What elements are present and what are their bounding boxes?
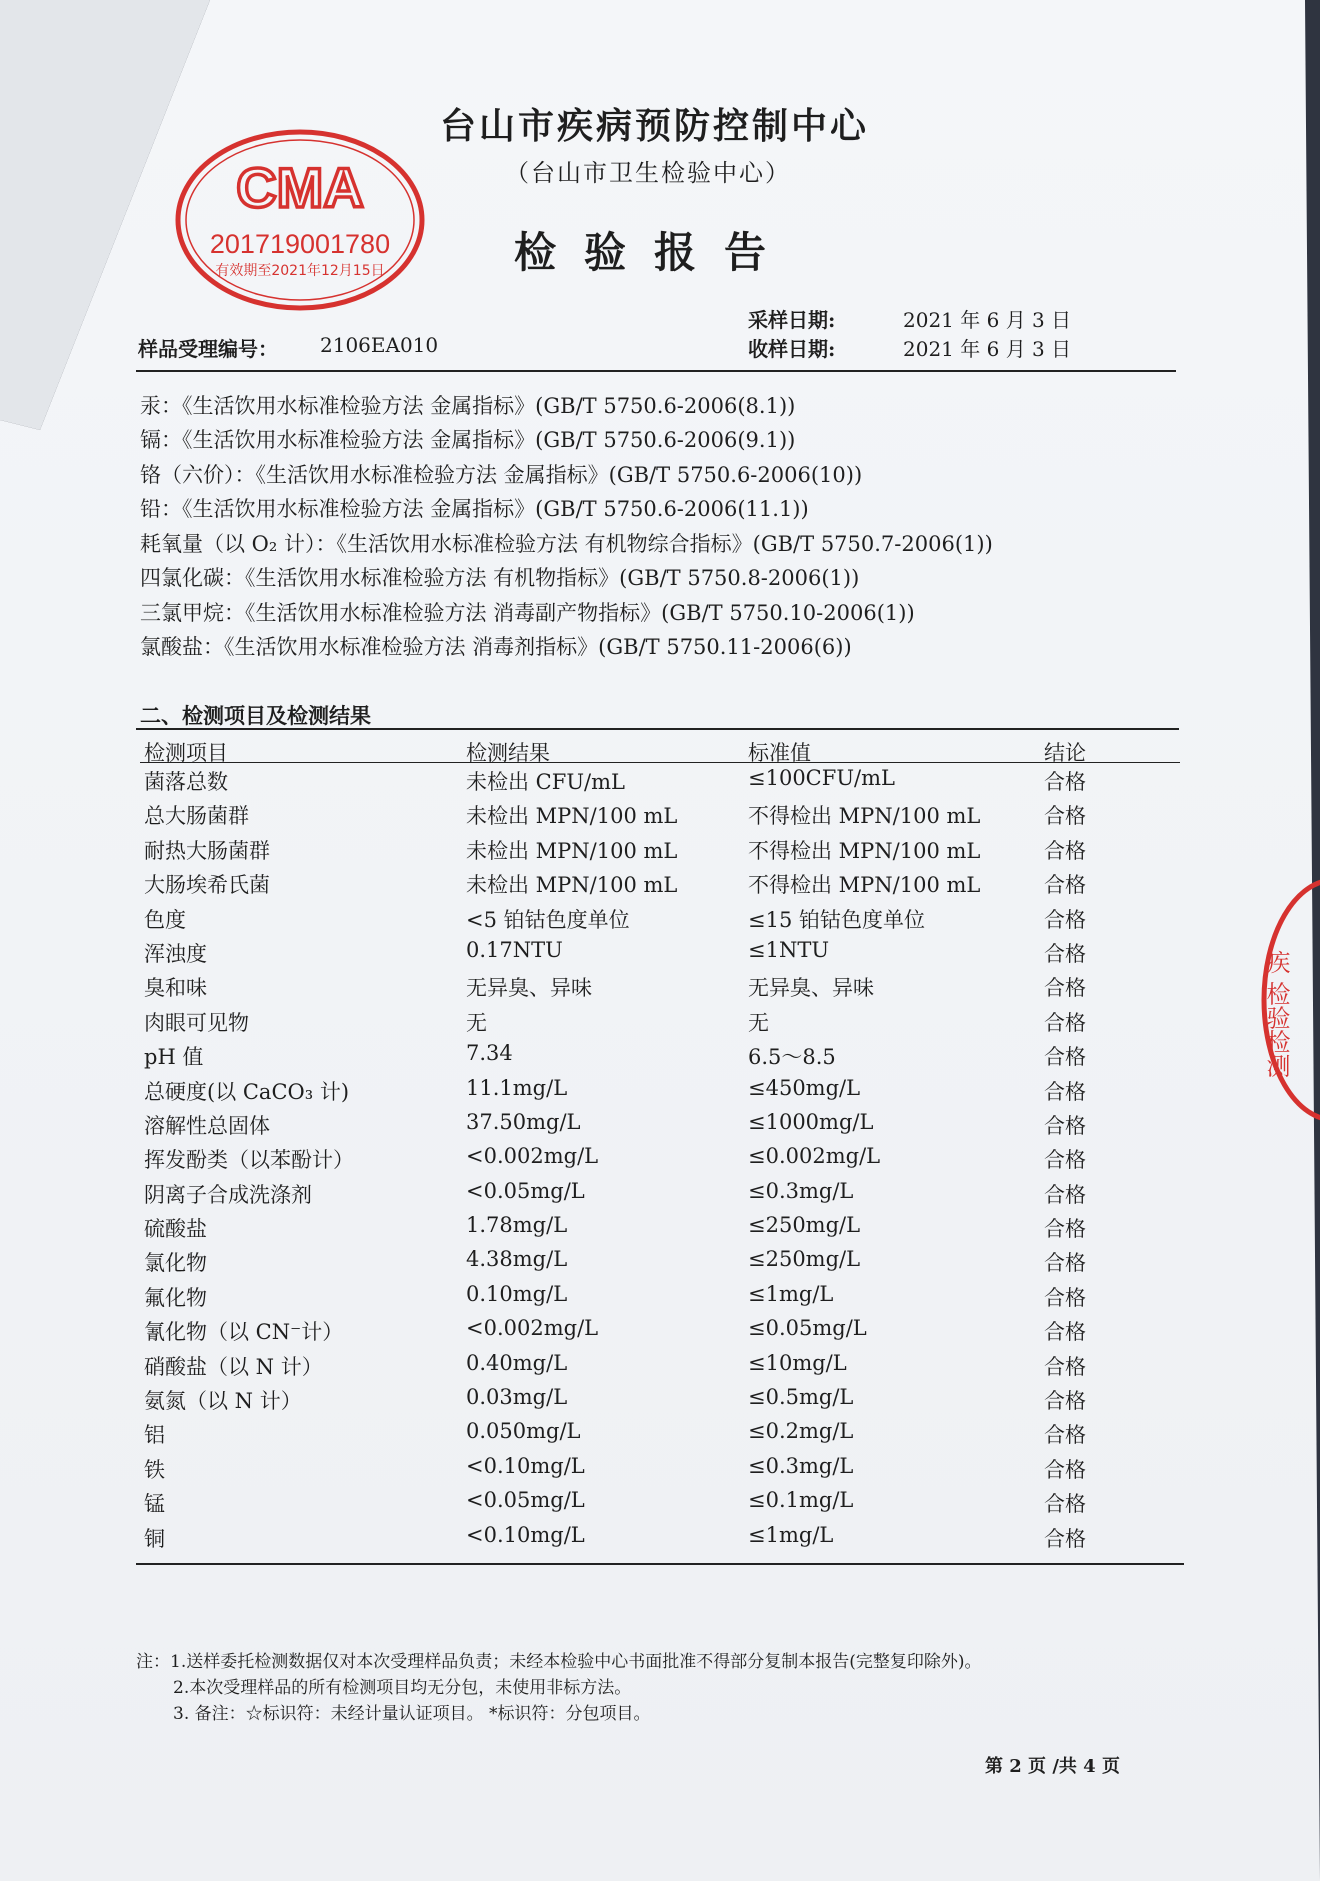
cell-standard: 无: [748, 1010, 769, 1035]
cell-item: 氯化物: [144, 1251, 207, 1276]
cell-item: 硝酸盐（以 N 计）: [144, 1354, 323, 1379]
cell-result: 0.10mg/L: [466, 1281, 568, 1306]
org-subtitle: （台山市卫生检验中心）: [505, 159, 791, 187]
table-row: [140, 935, 1180, 969]
cell-standard: 6.5～8.5: [748, 1045, 836, 1070]
cell-result: 未检出 CFU/mL: [466, 770, 625, 794]
cell-standard: ≤0.002mg/L: [748, 1144, 881, 1169]
section-title: 二、检测项目及检测结果: [140, 703, 371, 728]
table-row: [140, 1141, 1180, 1175]
cma-mark: CMA: [236, 156, 364, 219]
cell-standard: 不得检出 MPN/100 mL: [748, 804, 981, 829]
cell-result: 未检出 MPN/100 mL: [466, 873, 678, 898]
cell-result: 无异臭、异味: [466, 976, 592, 1001]
table-row: [140, 1107, 1180, 1141]
cell-result: 0.050mg/L: [466, 1419, 581, 1444]
table-body: [140, 763, 1180, 1554]
cell-item: 总硬度(以 CaCO₃ 计): [144, 1079, 350, 1104]
cell-conclusion: 合格: [1044, 1045, 1086, 1070]
cell-item: 硫酸盐: [144, 1217, 207, 1242]
table-row: [140, 1313, 1180, 1347]
table-row: [140, 1038, 1180, 1072]
cell-standard: 不得检出 MPN/100 mL: [748, 873, 981, 898]
cell-item: 菌落总数: [144, 770, 228, 794]
cell-item: 挥发酚类（以苯酚计）: [144, 1148, 354, 1173]
cell-item: 锰: [144, 1492, 165, 1517]
cell-standard: ≤0.1mg/L: [748, 1488, 854, 1513]
org-name: 台山市疾病预防控制中心: [440, 105, 870, 147]
table-row: [140, 1244, 1180, 1278]
edge-seal: [1254, 870, 1320, 1130]
cell-result: <0.002mg/L: [466, 1144, 599, 1169]
cell-conclusion: 合格: [1044, 1320, 1086, 1345]
cell-conclusion: 合格: [1044, 1079, 1086, 1104]
cell-standard: ≤250mg/L: [748, 1247, 861, 1272]
cell-conclusion: 合格: [1044, 907, 1086, 932]
stamp-number: 201719001780: [209, 229, 391, 259]
cell-standard: ≤1mg/L: [748, 1281, 834, 1306]
table-bottom-rule: [136, 1563, 1184, 1565]
note-line: 3. 备注：☆标识符：未经计量认证项目。 *标识符：分包项目。: [173, 1704, 651, 1724]
table-row: [140, 1520, 1180, 1554]
results-table: [140, 734, 1180, 1554]
sample-no-label: 样品受理编号：: [138, 337, 278, 361]
cell-result: 0.03mg/L: [466, 1385, 568, 1410]
cell-conclusion: 合格: [1044, 1148, 1086, 1173]
note-line: 2.本次受理样品的所有检测项目均无分包，未使用非标方法。: [173, 1678, 632, 1698]
cell-item: 阴离子合成洗涤剂: [144, 1182, 312, 1207]
cell-conclusion: 合格: [1044, 1182, 1086, 1207]
table-row: [140, 797, 1180, 831]
cell-standard: ≤250mg/L: [748, 1213, 861, 1238]
table-row: [140, 1451, 1180, 1485]
cell-result: 未检出 MPN/100 mL: [466, 838, 678, 863]
cell-result: 7.34: [466, 1041, 513, 1066]
table-row: [140, 1210, 1180, 1244]
cma-seal: [172, 125, 428, 315]
cell-conclusion: 合格: [1044, 770, 1086, 794]
cell-conclusion: 合格: [1044, 1285, 1086, 1310]
cell-standard: ≤1mg/L: [748, 1522, 834, 1547]
cell-result: 0.40mg/L: [466, 1350, 568, 1375]
method-line: 铬（六价）：《生活饮用水标准检验方法 金属指标》(GB/T 5750.6-2006(10)): [140, 463, 863, 487]
sampling-date-label: 采样日期:: [748, 308, 836, 332]
cell-result: 0.17NTU: [466, 937, 563, 962]
cell-standard: ≤1000mg/L: [748, 1109, 874, 1134]
method-line: 汞：《生活饮用水标准检验方法 金属指标》(GB/T 5750.6-2006(8.1)): [140, 394, 796, 418]
table-row: [140, 1279, 1180, 1313]
cell-conclusion: 合格: [1044, 976, 1086, 1001]
cell-item: 氟化物: [144, 1285, 207, 1310]
table-row: [140, 1485, 1180, 1519]
table-row: [140, 1348, 1180, 1382]
cell-standard: ≤15 铂钴色度单位: [748, 907, 925, 932]
table-row: [140, 1416, 1180, 1450]
note-line: 注：1.送样委托检测数据仅对本次受理样品负责；未经本检验中心书面批准不得部分复制本报告(完整复印除外)。: [136, 1652, 982, 1672]
cell-result: 1.78mg/L: [466, 1213, 568, 1238]
cell-result: 11.1mg/L: [466, 1075, 568, 1100]
header-rule: [136, 370, 1176, 372]
cell-standard: ≤10mg/L: [748, 1350, 847, 1375]
cell-item: 溶解性总固体: [144, 1113, 270, 1138]
header-result: 检测结果: [466, 741, 550, 765]
cell-result: 未检出 MPN/100 mL: [466, 804, 678, 829]
cell-item: 氨氮（以 N 计）: [144, 1389, 302, 1414]
cell-item: 肉眼可见物: [144, 1010, 249, 1035]
cell-standard: ≤0.5mg/L: [748, 1385, 854, 1410]
cell-conclusion: 合格: [1044, 1423, 1086, 1448]
table-row: [140, 1176, 1180, 1210]
cell-item: 铁: [144, 1457, 165, 1482]
cell-result: 无: [466, 1010, 487, 1035]
cell-item: 浑浊度: [144, 941, 207, 966]
header-conclusion: 结论: [1044, 741, 1086, 765]
cell-standard: ≤0.05mg/L: [748, 1316, 867, 1341]
cell-result: <0.05mg/L: [466, 1178, 585, 1203]
cell-result: 37.50mg/L: [466, 1109, 581, 1134]
cell-item: 总大肠菌群: [144, 804, 249, 829]
cell-conclusion: 合格: [1044, 1354, 1086, 1379]
document-title: 检验报告: [514, 228, 795, 277]
method-line: 铅：《生活饮用水标准检验方法 金属指标》(GB/T 5750.6-2006(11.1)): [140, 497, 809, 521]
header-item: 检测项目: [144, 741, 228, 765]
cell-conclusion: 合格: [1044, 1113, 1086, 1138]
cell-item: 臭和味: [144, 976, 207, 1001]
cell-standard: 无异臭、异味: [748, 976, 874, 1001]
cell-result: <0.002mg/L: [466, 1316, 599, 1341]
cell-item: 铝: [144, 1423, 165, 1448]
cell-standard: 不得检出 MPN/100 mL: [748, 838, 981, 863]
cell-result: <0.10mg/L: [466, 1453, 585, 1478]
table-row: [140, 866, 1180, 900]
table-row: [140, 969, 1180, 1003]
page-indicator: 第 2 页 /共 4 页: [985, 1756, 1120, 1777]
cell-item: 大肠埃希氏菌: [144, 873, 270, 898]
table-row: [140, 1004, 1180, 1038]
table-header-row: [140, 734, 1180, 763]
cell-result: 4.38mg/L: [466, 1247, 568, 1272]
cell-standard: ≤0.3mg/L: [748, 1453, 854, 1478]
cell-item: 氰化物（以 CN⁻计）: [144, 1320, 344, 1345]
cell-conclusion: 合格: [1044, 1389, 1086, 1414]
receive-date: 2021 年 6 月 3 日: [903, 337, 1072, 361]
table-row: [140, 763, 1180, 797]
table-top-rule: [136, 728, 1179, 730]
cell-standard: ≤0.2mg/L: [748, 1419, 854, 1444]
cell-conclusion: 合格: [1044, 1457, 1086, 1482]
cell-conclusion: 合格: [1044, 838, 1086, 863]
cell-standard: ≤1NTU: [748, 937, 830, 962]
method-line: 氯酸盐：《生活饮用水标准检验方法 消毒剂指标》(GB/T 5750.11-2006(6)): [140, 635, 852, 659]
cell-result: <5 铂钴色度单位: [466, 907, 630, 932]
method-line: 四氯化碳：《生活饮用水标准检验方法 有机物指标》(GB/T 5750.8-2006(1)): [140, 566, 860, 590]
table-row: [140, 1382, 1180, 1416]
cell-standard: ≤0.3mg/L: [748, 1178, 854, 1203]
cell-conclusion: 合格: [1044, 1251, 1086, 1276]
table-row: [140, 901, 1180, 935]
edge-seal-text: 疾 检验检测: [1262, 950, 1290, 1078]
cell-conclusion: 合格: [1044, 1492, 1086, 1517]
cell-conclusion: 合格: [1044, 804, 1086, 829]
cell-item: 耐热大肠菌群: [144, 838, 270, 863]
cell-item: 铜: [144, 1526, 165, 1551]
cell-conclusion: 合格: [1044, 873, 1086, 898]
method-line: 三氯甲烷：《生活饮用水标准检验方法 消毒副产物指标》(GB/T 5750.10-2006(1)): [140, 601, 915, 625]
table-row: [140, 832, 1180, 866]
cell-standard: ≤100CFU/mL: [748, 766, 895, 790]
table-row: [140, 1073, 1180, 1107]
cell-result: <0.05mg/L: [466, 1488, 585, 1513]
cell-result: <0.10mg/L: [466, 1522, 585, 1547]
method-line: 耗氧量（以 O₂ 计）：《生活饮用水标准检验方法 有机物综合指标》(GB/T 5750.7-2006(1)): [140, 532, 993, 556]
cell-item: pH 值: [144, 1045, 204, 1070]
sample-no: 2106EA010: [320, 333, 439, 357]
method-line: 镉：《生活饮用水标准检验方法 金属指标》(GB/T 5750.6-2006(9.1)): [140, 428, 796, 452]
sampling-date: 2021 年 6 月 3 日: [903, 308, 1072, 332]
cell-conclusion: 合格: [1044, 1526, 1086, 1551]
cell-conclusion: 合格: [1044, 941, 1086, 966]
header-standard: 标准值: [748, 741, 811, 765]
stamp-validity: 有效期至2021年12月15日: [215, 263, 385, 279]
receive-date-label: 收样日期:: [748, 337, 836, 361]
cell-conclusion: 合格: [1044, 1010, 1086, 1035]
cell-conclusion: 合格: [1044, 1217, 1086, 1242]
cell-item: 色度: [144, 907, 186, 932]
cell-standard: ≤450mg/L: [748, 1075, 861, 1100]
